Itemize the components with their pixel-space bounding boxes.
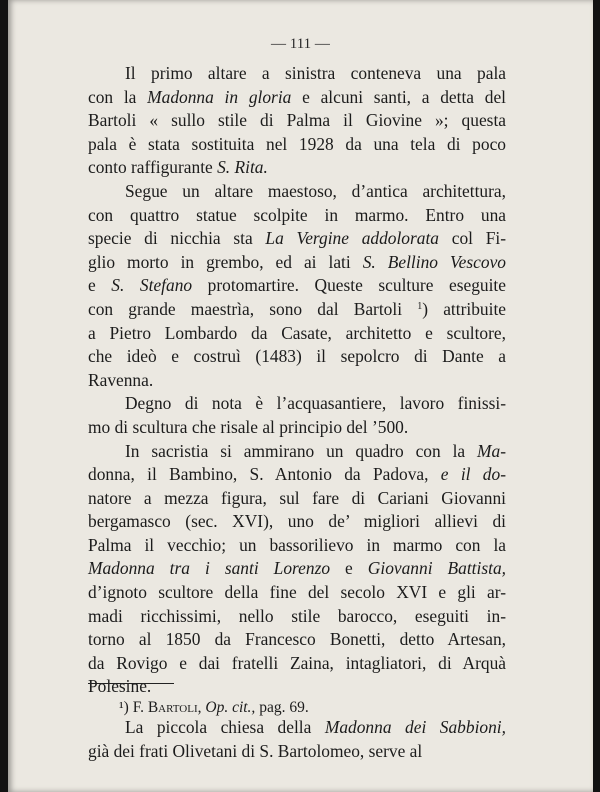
- text-line: glio morto in grembo, ed ai lati S. Bellino Vescovo: [88, 251, 506, 272]
- text-line: Palma il vecchio; un bassorilievo in marmo con la: [88, 534, 506, 555]
- text-line: con quattro statue scolpite in marmo. Entro una: [88, 204, 506, 225]
- text-line: Ravenna.: [88, 369, 154, 390]
- paragraph: [88, 716, 506, 763]
- text-line: Il primo altare a sinistra conteneva una pala: [125, 63, 506, 83]
- page-number: — 111 —: [271, 36, 330, 52]
- paragraph: [88, 440, 506, 700]
- text-line: torno al 1850 da Francesco Bonetti, detto Artesan,: [88, 629, 506, 650]
- text-line: La piccola chiesa della Madonna dei Sabbioni,: [125, 717, 506, 738]
- text-line: da Rovigo e dai fratelli Zaina, intagliatori, di Arquà: [88, 652, 506, 673]
- text-line: già dei frati Olivetani di S. Bartolomeo, serve al: [88, 740, 423, 761]
- text-line: bergamasco (sec. XVI), uno de’ migliori allievi di: [88, 511, 506, 532]
- footnote-marker: ¹): [119, 699, 129, 716]
- text-line: e S. Stefano protomartire. Queste sculture eseguite: [88, 275, 506, 296]
- text-line: Madonna tra i santi Lorenzo e Giovanni Battista,: [88, 558, 506, 579]
- text-line: con grande maestrìa, sono dal Bartoli $^1$) attribuite: [88, 298, 506, 319]
- text-line: In sacristia si ammirano un quadro con la Ma-: [125, 440, 506, 461]
- paragraph: [88, 180, 506, 392]
- text-line: madi ricchissimi, nello stile barocco, eseguiti in-: [88, 605, 506, 626]
- text-line: pala è stata sostituita nel 1928 da una tela di poco: [88, 133, 506, 154]
- text-line: Segue un altare maestoso, d’antica architettura,: [125, 180, 506, 201]
- footnote-rule: [88, 683, 174, 684]
- text-line: donna, il Bambino, S. Antonio da Padova, e il do-: [88, 464, 506, 485]
- text-line: d’ignoto scultore della fine del secolo XVI e gli ar-: [88, 582, 506, 603]
- text-line: Degno di nota è l’acquasantiere, lavoro finissi-: [125, 393, 506, 414]
- text-line: che ideò e costruì (1483) il sepolcro di Dante a: [88, 346, 506, 367]
- text-line: natore a mezza figura, sul fare di Cariani Giovanni: [88, 487, 506, 508]
- text-line: Bartoli « sullo stile di Palma il Giovine »; questa: [88, 110, 506, 131]
- text-line: mo di scultura che risale al principio del ’500.: [88, 416, 409, 437]
- text-line: conto raffigurante S. Rita.: [88, 157, 268, 178]
- footnote-ref: 1: [417, 300, 423, 312]
- footnote-work: Op. cit.,: [205, 699, 256, 716]
- paragraph: [88, 62, 506, 180]
- footnote: [119, 699, 309, 717]
- footnote-page: pag. 69.: [259, 699, 309, 716]
- text-line: Polesine.: [88, 676, 152, 697]
- paragraph: [88, 392, 506, 439]
- text-line: a Pietro Lombardo da Casate, architetto e scultore,: [88, 322, 506, 343]
- book-page: [8, 0, 593, 792]
- footnote-author: F. Bartoli,: [132, 699, 202, 716]
- body-text: [88, 62, 506, 763]
- text-line: specie di nicchia sta La Vergine addolorata col Fi-: [88, 228, 506, 249]
- text-line: con la Madonna in gloria e alcuni santi, a detta del: [88, 86, 506, 107]
